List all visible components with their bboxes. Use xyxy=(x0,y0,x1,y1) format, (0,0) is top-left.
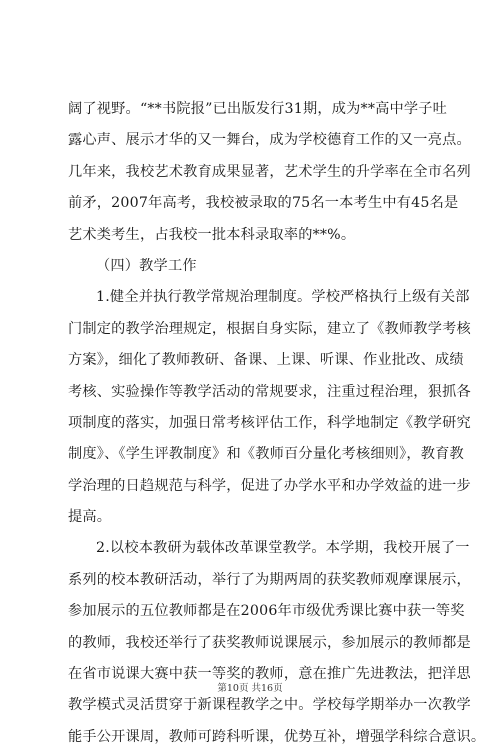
text-line: 露心声、展示才华的又一舞台，成为学校德育工作的又一亮点。 xyxy=(68,132,471,149)
text-line: 项制度的落实，加强日常考核评估工作，科学地制定《教学研究 xyxy=(68,414,471,431)
text-line: 前矛，2007年高考，我校被录取的75名一本考生中有45名是 xyxy=(68,195,459,212)
text-line: 艺术类考生，占我校一批本科录取率的**%。 xyxy=(68,226,356,243)
text-line: 提高。 xyxy=(68,509,112,526)
text-line: （四）教学工作 xyxy=(96,257,197,274)
text-line: 方案》，细化了教师教研、备课、上课、听课、作业批改、成绩 xyxy=(68,352,464,369)
text-line: 几年来，我校艺术教育成果显著，艺术学生的升学率在全市名列 xyxy=(68,163,471,180)
text-line: 在省市说课大赛中获一等奖的教师，意在推广先进教法，把洋思 xyxy=(68,666,471,683)
text-line: 考核、实验操作等教学活动的常规要求，注重过程治理，狠抓各 xyxy=(68,383,471,400)
text-line: 制度》、《学生评教制度》和《教师百分量化考核细则》，教育教 xyxy=(68,446,464,463)
text-line: 2.以校本教研为载体改革课堂教学。本学期，我校开展了一 xyxy=(96,540,470,557)
text-line: 门制定的教学治理规定，根据自身实际，建立了《教师教学考核 xyxy=(68,320,471,337)
text-line: 教学模式灵活贯穿于新课程教学之中。学校每学期举办一次教学 xyxy=(68,697,471,714)
page-footer: 第10页 共16页 xyxy=(217,683,283,694)
text-line: 1.健全并执行教学常规治理制度。学校严格执行上级有关部 xyxy=(96,289,470,306)
text-line: 的教师，我校还举行了获奖教师说课展示，参加展示的教师都是 xyxy=(68,634,471,651)
text-line: 学治理的日趋规范与科学，促进了办学水平和办学效益的进一步 xyxy=(68,477,471,494)
text-line: 参加展示的五位教师都是在2006年市级优秀课比赛中获一等奖 xyxy=(68,603,465,620)
text-line: 系列的校本教研活动，举行了为期两周的获奖教师观摩课展示， xyxy=(68,571,471,588)
text-line: 能手公开课周，教师可跨科听课，优势互补，增强学科综合意识。 xyxy=(68,728,486,745)
text-line: 阔了视野。“**书院报”已出版发行31期，成为**高中学子吐 xyxy=(68,101,448,117)
body-text xyxy=(68,94,486,753)
